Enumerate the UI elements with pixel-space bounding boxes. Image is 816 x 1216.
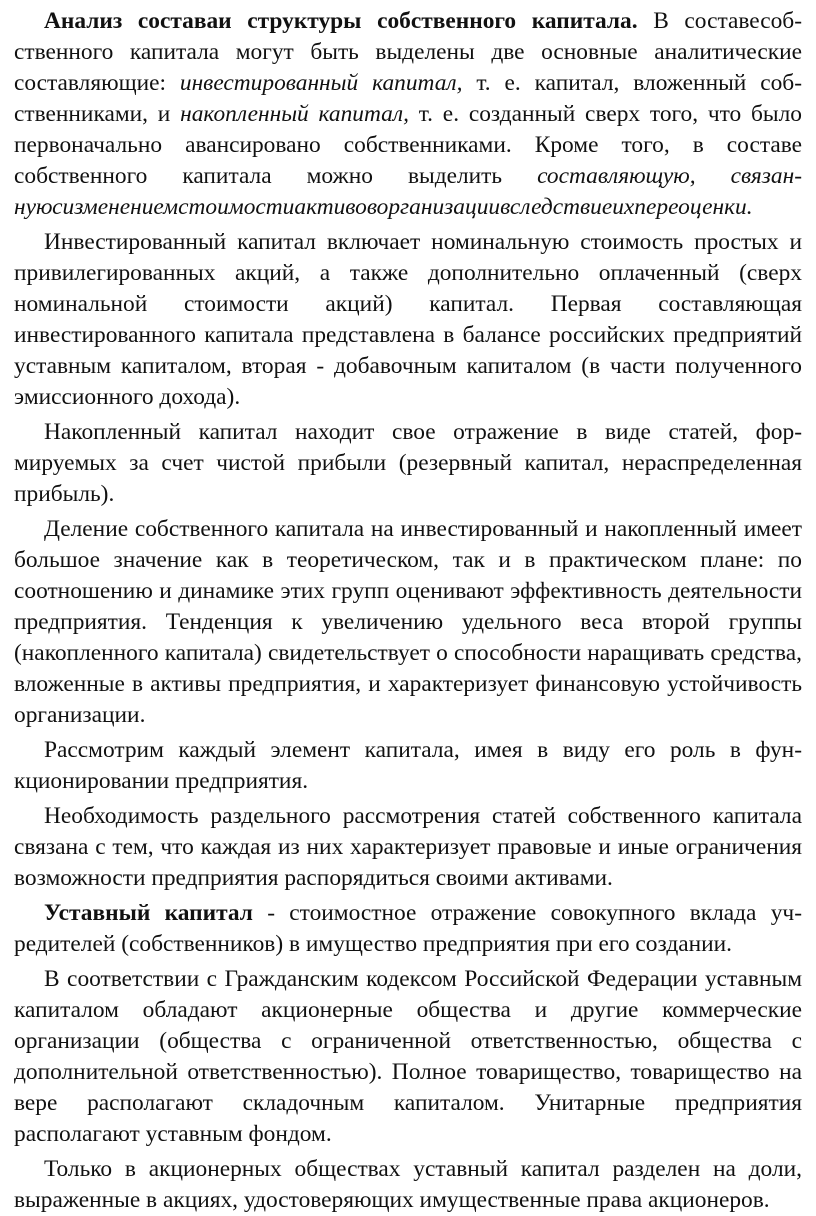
term-invested-capital: инвестированный капитал,: [179, 70, 463, 96]
term-accumulated-capital: накопленный капитал,: [180, 101, 409, 127]
paragraph-separate-consideration: Необходимость раздельного рассмотрения статей собственного капитала связана с тем, что каждая из них характеризует правовые и иные ограничения возможности предприятия распорядиться своими активами.: [14, 803, 802, 891]
paragraph-invested-capital: Инвестированный капитал включает номинальную стоимость простых и привилегированных акций, а также дополнительно оплаченный (сверх номинальной стоимости акций) капитал. Первая составляющая инвестированного капитала представлена в балансе российских предприятий уставным капиталом, вторая - добавочным капиталом (в части полученного эмиссионного дохода).: [14, 229, 802, 410]
paragraph-joint-stock: Только в акционерных обществах уставный капитал разделен на доли, выраженные в акциях, удостоверяющих имущественные права акционеров.: [14, 1156, 802, 1213]
authorized-capital-heading: Уставный капитал: [44, 900, 253, 926]
paragraph-accumulated-capital: Накопленный капитал находит свое отражение в виде статей, формируемых за счет чистой прибыли (резервный капитал, нераспределенная прибыль).: [14, 419, 802, 507]
paragraph-authorized-capital: Уставный капитал - стоимостное отражение совокупного вклада учредителей (собственников) в имущество предприятия при его создании.: [14, 900, 802, 957]
paragraph-capital-elements: Рассмотрим каждый элемент капитала, имея в виду его роль в функционировании предприятия.: [14, 737, 802, 794]
paragraph-capital-division: Деление собственного капитала на инвестированный и накопленный имеет большое значение как в теоретическом, так и в практическом плане: по соотношению и динамике этих групп оценивают эффективность деятельности предприятия. Тенденция к увеличению удельного веса второй группы (накопленного капитала) свидетельствует о способности наращивать средства, вложенные в активы предприятия, и характеризует финансовую устойчивость организации.: [14, 516, 802, 728]
equity-analysis-heading: Анализ составаи структуры собственного капитала.: [44, 8, 638, 34]
paragraph-civil-code: В соответствии с Гражданским кодексом Российской Федерации уставным капиталом обладают акционерные общества и другие коммерческие организации (общества с ограниченной ответственностью, общества с дополнительной ответственностью). Полное товарищество, товарищество на вере располагают складочным капиталом. Унитарные предприятия располагают уставным фондом.: [14, 966, 802, 1147]
term-revaluation-component: составляющую, связаннуюсизменениемстоимостиактивоворганизациивследствиеихпереоценки.: [14, 163, 802, 220]
paragraph-equity-analysis: Анализ составаи структуры собственного капитала. В составесобственного капитала могут быть выделены две основные аналитические составляющие: инвестированный капитал, т. е. капитал, вложенный собственниками, и накопленный капитал, т. е. созданный сверх того, что было первоначально авансировано собственниками. Кроме того, в составе собственного капитала можно выделить составляющую, связаннуюсизменениемстоимостиактивоворганизациивследствиеихпереоценки.: [14, 8, 803, 220]
